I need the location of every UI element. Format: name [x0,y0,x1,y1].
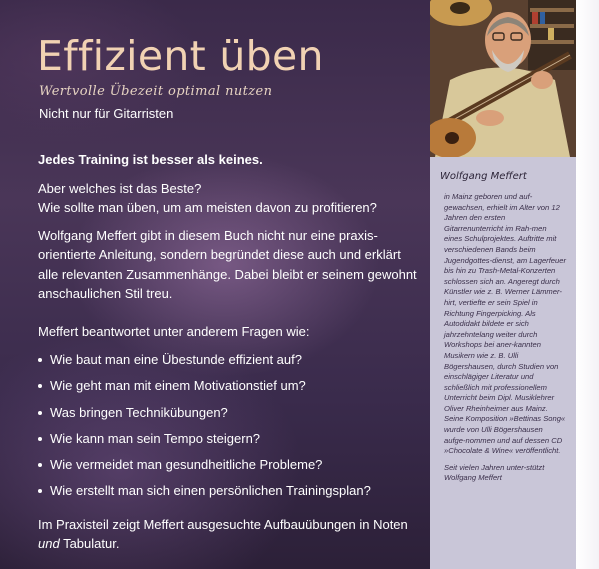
question-how: Wie sollte man üben, um am meisten davon zu profitieren? [38,200,377,215]
list-item: Wie kann man sein Tempo steigern? [38,429,423,449]
book-tagline: Nicht nur für Gitarristen [39,106,174,121]
author-bio-continued: Seit vielen Jahren unter-stützt Wolfgang Meffert [444,462,545,483]
closing-emphasis: und [38,536,60,552]
author-bio-panel [430,157,576,569]
intro-paragraph: Wolfgang Meffert gibt in diesem Buch nicht nur eine praxis-orientierte Anleitung, sondern begründet diese auch und erklärt alle relevanten Zusammenhänge. Dabei bleibt er seinem gewohnt anschaulichen Stil treu. [38,227,417,301]
author-bio: in Mainz geboren und auf-gewachsen, erhielt im Alter von 12 Jahren den ersten Gitarrenunterricht im Rah-men eines Schulprojektes. Auftritte mit verschiedenen Bands beim Jugendgottes-dienst, am Lagerfeuer bis hin zu Trash-Metal-Konzerten schlossen sich an. Angeregt durch Künstler wie z. B. Werner Lämmer-hirt, vertiefte er sein Spiel in Richtung Fingerpicking. Als Autodidakt bildete er sich jahrzehntelang weiter durch Workshops bei aner-kannten Musikern wie z. B. Ulli Bögershausen, durch Studien von einschlägiger Literatur und schließlich mit professionellem Unterricht beim Dipl. Musiklehrer Oliver Rheinheimer aus Mainz. Seine Komposition »Bettinas Song« wurde von Ulli Bögershausen aufge-nommen und auf dessen CD »Chocolate & Wine« veröffentlicht. [444,192,567,456]
question-best: Aber welches ist das Beste? [38,180,202,196]
closing-end: Tabulatur. [59,536,120,552]
author-photo-illustration [430,0,576,157]
list-item: Wie erstellt man sich einen persönlichen Trainingsplan? [38,481,423,501]
list-item: Was bringen Technikübungen? [38,403,423,423]
author-name: Wolfgang Meffert [440,171,527,182]
list-item: Wie geht man mit einem Motivationstief um? [38,376,423,396]
list-item: Wie vermeidet man gesundheitliche Probleme? [38,455,423,475]
author-photo [430,0,576,157]
questions-list [38,350,423,501]
lead-sentence: Jedes Training ist besser als keines. [38,152,263,167]
description [38,150,423,562]
page-edge [576,0,599,569]
opening-questions [38,179,423,218]
book-subtitle: Wertvolle Übezeit optimal nutzen [39,84,273,99]
closing-paragraph [38,515,423,554]
book-title: Effizient üben [37,32,324,80]
closing-text: Im Praxisteil zeigt Meffert ausgesuchte Aufbauübungen in Noten [38,516,408,532]
list-item: Wie baut man eine Übestunde effizient auf? [38,350,423,370]
questions-intro: Meffert beantwortet unter anderem Fragen wie: [38,323,310,339]
